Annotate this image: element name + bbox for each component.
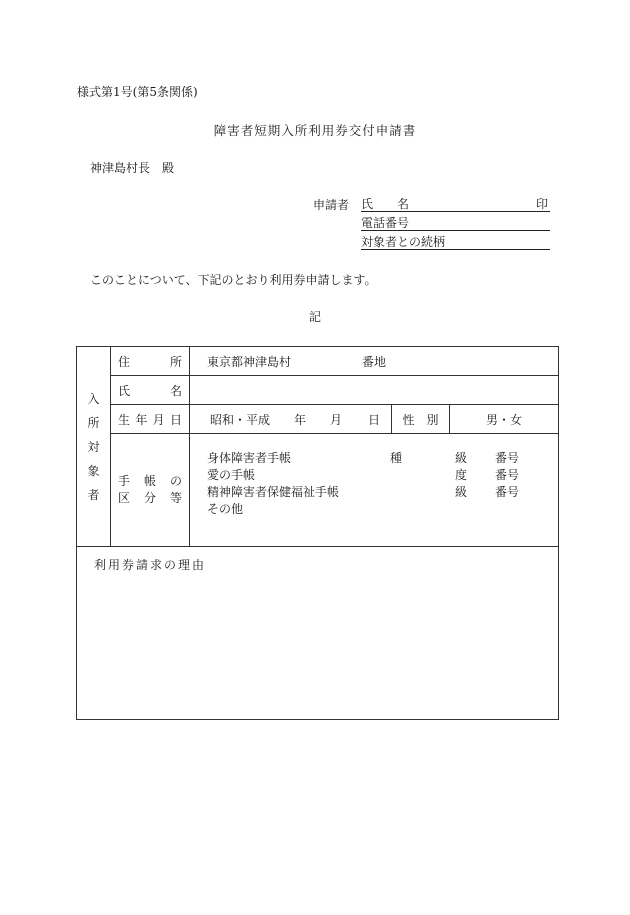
handbook-row: 愛の手帳 度 番号 (207, 468, 520, 482)
reason-field[interactable] (77, 547, 559, 720)
reason-label: 利用券請求の理由 (94, 558, 207, 572)
era-label: 昭和・平成 (210, 412, 271, 427)
side-char: 象 (87, 463, 100, 478)
application-table (76, 346, 559, 720)
name-label: 氏 名 (111, 376, 190, 405)
year-label: 年 (294, 412, 307, 427)
side-char: 所 (87, 415, 100, 430)
handbook-row: その他 (207, 502, 244, 516)
sex-field[interactable]: 男・女 (450, 405, 559, 434)
side-char: 者 (87, 487, 100, 502)
ki-heading: 記 (308, 310, 321, 324)
handbook-label: 手 帳 の 区 分 等 (111, 434, 190, 547)
addressee: 神津島村長 殿 (90, 161, 175, 175)
day-label: 日 (368, 412, 381, 427)
handbook-row: 精神障害者保健福祉手帳 級 番号 (207, 485, 520, 499)
address-field[interactable] (190, 347, 559, 376)
address-label: 住 所 (111, 347, 190, 376)
applicant-relation-label: 対象者との続柄 (361, 235, 446, 249)
subject-side-label (77, 347, 111, 547)
applicant-phone-field[interactable] (361, 216, 550, 231)
month-label: 月 (330, 412, 343, 427)
applicant-label: 申請者 (313, 198, 350, 212)
birthdate-field[interactable] (190, 405, 392, 434)
side-char: 対 (87, 439, 100, 454)
applicant-name-field[interactable] (361, 197, 550, 212)
document-title: 障害者短期入所利用券交付申請書 (213, 123, 417, 138)
applicant-name-label: 氏 名 (361, 197, 410, 211)
banchi-label: 番地 (362, 354, 387, 369)
address-value: 東京都神津島村 (207, 354, 292, 369)
handbook-field[interactable] (190, 434, 559, 547)
form-number: 様式第1号(第5条関係) (77, 85, 198, 99)
intro-text: このことについて、下記のとおり利用券申請します。 (90, 273, 377, 287)
birthdate-label: 生 年 月 日 (111, 405, 190, 434)
applicant-phone-label: 電話番号 (361, 216, 410, 230)
sex-label: 性 別 (392, 405, 450, 434)
name-field[interactable] (190, 376, 559, 405)
applicant-relation-field[interactable] (361, 235, 550, 250)
handbook-row: 身体障害者手帳 種 級 番号 (207, 451, 520, 465)
seal-mark: 印 (535, 197, 548, 211)
side-char: 入 (87, 391, 100, 406)
